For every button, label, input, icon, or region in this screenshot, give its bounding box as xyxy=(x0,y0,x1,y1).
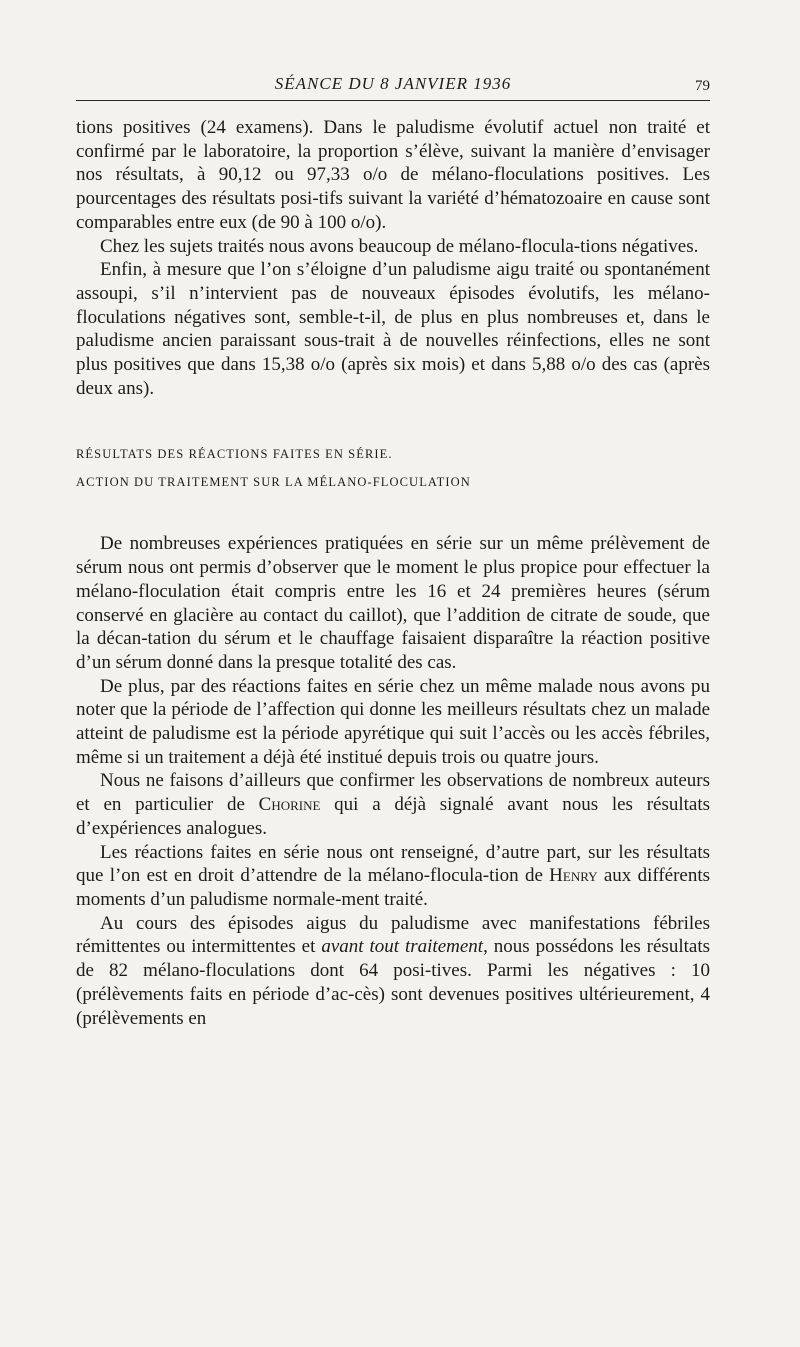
paragraph-6-text-b: qui a déjà signalé avant nous les résultats d’expériences analogues. xyxy=(76,794,711,839)
paragraph-7-text-b: aux différents moments d’un paludisme normale-ment traité. xyxy=(76,865,711,910)
page-number: 79 xyxy=(695,78,710,94)
author-name-henry: Henry xyxy=(549,865,598,887)
paragraph-4: De nombreuses expériences pratiquées en série sur un même prélèvement de sérum nous ont permis d’observer que le moment le plus propice pour effectuer la mélano-floculation était compris entre les 16 et 24 premières heures (sérum conservé en glacière au contact du caillot), que l’addition de citrate de soude, que la décan-tation du sérum et le chauffage faisaient disparaître la réaction positive d’un sérum donné dans la presque totalité des cas. xyxy=(76,533,710,673)
running-header xyxy=(76,70,710,101)
paragraph-6-text-a: Nous ne faisons d’ailleurs que confirmer les observations de nombreux auteurs et en particulier de xyxy=(76,770,710,816)
paragraph-3: Enfin, à mesure que l’on s’éloigne d’un paludisme aigu traité ou spontanément assoupi, s’il n’intervient pas de nouveaux épisodes évolutifs, les mélano-floculations négatives sont, semble-t-il, de plus en plus nombreuses et, dans le paludisme ancien paraissant sous-trait à de nouvelles réinfections, elles ne sont plus positives que dans 15,38 o/o (après six mois) et dans 5,88 o/o des cas (après deux ans). xyxy=(76,259,710,399)
author-name-chorine: Chorine xyxy=(258,794,321,816)
paragraph-8-text-b: , nous possédons les résultats de 82 mélano-floculations dont 64 posi-tives. Parmi les négatives : 10 (prélèvements faits en période d’ac-cès) sont devenues positives ultérieurement, 4 (prélèvements en xyxy=(76,936,710,1029)
paragraph-1: tions positives (24 examens). Dans le paludisme évolutif actuel non traité et confirmé par le laboratoire, la proportion s’élève, suivant la manière d’envisager nos résultats, à 90,12 ou 97,33 o/o de mélano-floculations positives. Les pourcentages des résultats posi-tifs suivant la variété d’hématozoaire en cause sont comparables entre eux (de 90 à 100 o/o). xyxy=(76,117,710,233)
paragraph-7-text-a: Les réactions faites en série nous ont renseigné, d’autre part, sur les résultats que l’on est en droit d’attendre de la mélano-flocula-tion de xyxy=(76,841,710,887)
paragraph-2: Chez les sujets traités nous avons beaucoup de mélano-flocula-tions négatives. xyxy=(100,235,699,257)
section-heading-1: RÉSULTATS DES RÉACTIONS FAITES EN SÉRIE. xyxy=(76,447,393,462)
paragraph-8 xyxy=(76,912,710,1031)
paragraph-7 xyxy=(76,841,710,912)
paragraph-8-emphasis: avant tout traitement xyxy=(321,936,484,958)
body-text xyxy=(76,116,710,1030)
section-heading-2: ACTION DU TRAITEMENT SUR LA MÉLANO-FLOCULATION xyxy=(76,475,471,490)
section-heading-block xyxy=(76,440,710,496)
running-title: SÉANCE DU 8 JANVIER 1936 xyxy=(274,74,512,93)
paragraph-5: De plus, par des réactions faites en série chez un même malade nous avons pu noter que la période de l’affection qui donne les meilleurs résultats chez un malade atteint de paludisme est la période apyrétique qui suit l’accès ou les accès fébriles, même si un traitement a déjà été institué depuis trois ou quatre jours. xyxy=(76,675,710,768)
paragraph-8-text-a: Au cours des épisodes aigus du paludisme avec manifestations fébriles rémittentes ou intermittentes et xyxy=(76,912,710,958)
paragraph-6 xyxy=(76,769,710,840)
